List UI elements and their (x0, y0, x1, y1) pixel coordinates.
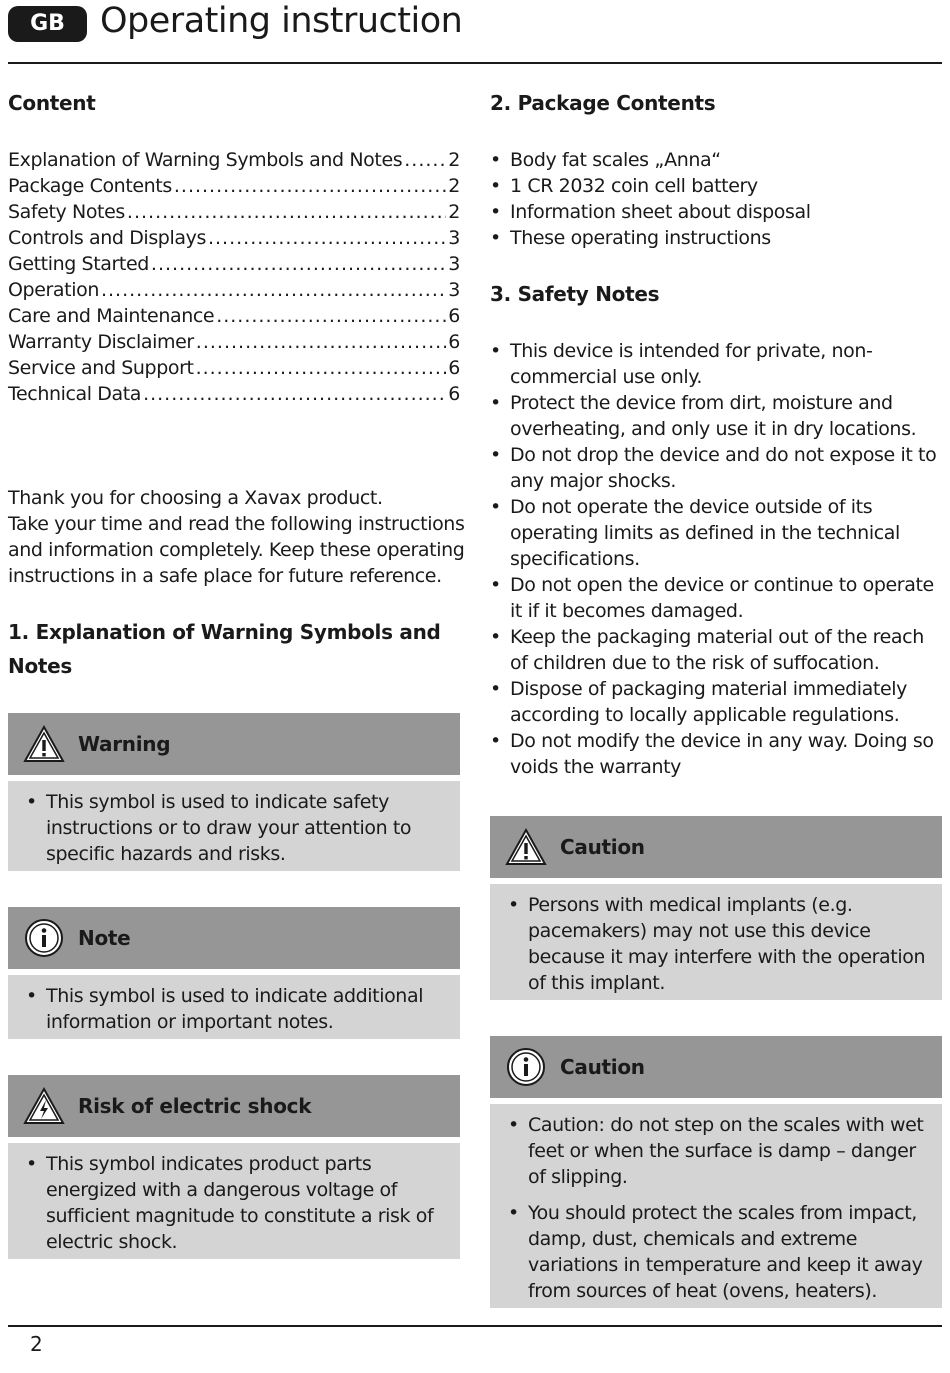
caution-box-header (490, 1036, 942, 1098)
language-badge: GB (8, 6, 87, 42)
toc-title: Package Contents (8, 175, 172, 197)
toc-title: Technical Data (8, 383, 142, 405)
warning-box (8, 713, 460, 871)
info-icon (22, 916, 66, 960)
info-icon (504, 1045, 548, 1089)
note-box (8, 907, 460, 1039)
note-box-header (8, 907, 460, 969)
toc-title: Warranty Disclaimer (8, 331, 194, 353)
toc-page: 2 (448, 201, 460, 223)
warning-box-body (8, 781, 460, 871)
box-label: Caution (560, 835, 645, 859)
section-2-heading: 2. Package Contents (490, 91, 716, 115)
intro-line: and information completely. Keep these operating (8, 539, 465, 561)
box-label: Note (78, 926, 131, 950)
list-item: • Persons with medical implants (e.g. pacemakers) may not use this device because it may interfere with the operation of this implant. (508, 892, 930, 996)
list-item: • Body fat scales „Anna“ (490, 147, 942, 173)
toc-title: Care and Maintenance (8, 305, 215, 327)
caution-box-slipping (490, 1036, 942, 1308)
toc-title: Service and Support (8, 357, 194, 379)
toc-entry (8, 303, 460, 329)
toc-page: 2 (448, 175, 460, 197)
toc-page: 6 (448, 331, 460, 353)
list-item: • This device is intended for private, non-commercial use only. (490, 338, 942, 390)
content-heading: Content (8, 91, 96, 115)
intro-paragraph (8, 485, 465, 589)
caution-box-body (490, 1104, 942, 1308)
electric-shock-box-header (8, 1075, 460, 1137)
toc-entry (8, 225, 460, 251)
list-item: • You should protect the scales from impact, damp, dust, chemicals and extreme variations in temperature and keep it away from sources of heat (ovens, heaters). (508, 1200, 930, 1304)
list-item: • 1 CR 2032 coin cell battery (490, 173, 942, 199)
list-item: • Do not drop the device and do not expose it to any major shocks. (490, 442, 942, 494)
toc-title: Explanation of Warning Symbols and Notes (8, 149, 403, 171)
toc-entry (8, 251, 460, 277)
list-item: • This symbol is used to indicate additional information or important notes. (26, 983, 448, 1035)
toc-entry (8, 355, 460, 381)
note-box-body (8, 975, 460, 1039)
toc-title: Operation (8, 279, 99, 301)
toc-entry (8, 199, 460, 225)
toc-entry (8, 277, 460, 303)
list-item: • This symbol indicates product parts energized with a dangerous voltage of sufficient magnitude to constitute a risk of electric shock. (26, 1151, 448, 1255)
toc-page: 6 (448, 357, 460, 379)
list-item: • Information sheet about disposal (490, 199, 942, 225)
section-1-heading: 1. Explanation of Warning Symbols and Notes (8, 620, 441, 678)
electric-shock-box-body (8, 1143, 460, 1259)
electric-shock-icon (22, 1084, 66, 1128)
left-column (8, 86, 465, 1259)
intro-line: Thank you for choosing a Xavax product. (8, 487, 383, 509)
list-item: • These operating instructions (490, 225, 942, 251)
toc-page: 3 (448, 253, 460, 275)
box-label: Caution (560, 1055, 645, 1079)
toc-entry (8, 147, 460, 173)
toc-page: 6 (448, 305, 460, 327)
toc-title: Controls and Displays (8, 227, 206, 249)
caution-box-body (490, 884, 942, 1000)
list-item: • Keep the packaging material out of the reach of children due to the risk of suffocation. (490, 624, 942, 676)
toc-entry (8, 173, 460, 199)
list-item: • Caution: do not step on the scales with wet feet or when the surface is damp – danger of slipping. (508, 1112, 930, 1190)
caution-box-implants (490, 816, 942, 1000)
toc-page: 3 (448, 279, 460, 301)
footer-divider (8, 1325, 942, 1327)
toc-page: 2 (448, 149, 460, 171)
intro-line: Take your time and read the following instructions (8, 513, 465, 535)
toc-page: 6 (448, 383, 460, 405)
intro-line: instructions in a safe place for future reference. (8, 565, 442, 587)
caution-box-header (490, 816, 942, 878)
list-item: • Dispose of packaging material immediately according to locally applicable regulations. (490, 676, 942, 728)
electric-shock-box (8, 1075, 460, 1259)
toc-title: Safety Notes (8, 201, 125, 223)
warning-box-header (8, 713, 460, 775)
list-item: • Do not operate the device outside of its operating limits as defined in the technical specifications. (490, 494, 942, 572)
safety-notes-list (490, 338, 942, 780)
section-3-heading: 3. Safety Notes (490, 282, 660, 306)
toc-title: Getting Started (8, 253, 149, 275)
list-item: • Do not open the device or continue to operate it if it becomes damaged. (490, 572, 942, 624)
list-item: • This symbol is used to indicate safety instructions or to draw your attention to specific hazards and risks. (26, 789, 448, 867)
package-contents-list (490, 147, 942, 251)
box-label: Warning (78, 732, 171, 756)
warning-triangle-icon (504, 825, 548, 869)
list-item: • Protect the device from dirt, moisture and overheating, and only use it in dry locations. (490, 390, 942, 442)
document-header (8, 0, 942, 64)
box-label: Risk of electric shock (78, 1094, 312, 1118)
right-column (490, 86, 942, 1308)
toc-entry (8, 381, 460, 407)
table-of-contents (8, 147, 460, 407)
list-item: • Do not modify the device in any way. Doing so voids the warranty (490, 728, 942, 780)
page-number: 2 (30, 1332, 43, 1356)
toc-entry (8, 329, 460, 355)
toc-page: 3 (448, 227, 460, 249)
document-title: Operating instruction (100, 1, 463, 41)
warning-triangle-icon (22, 722, 66, 766)
